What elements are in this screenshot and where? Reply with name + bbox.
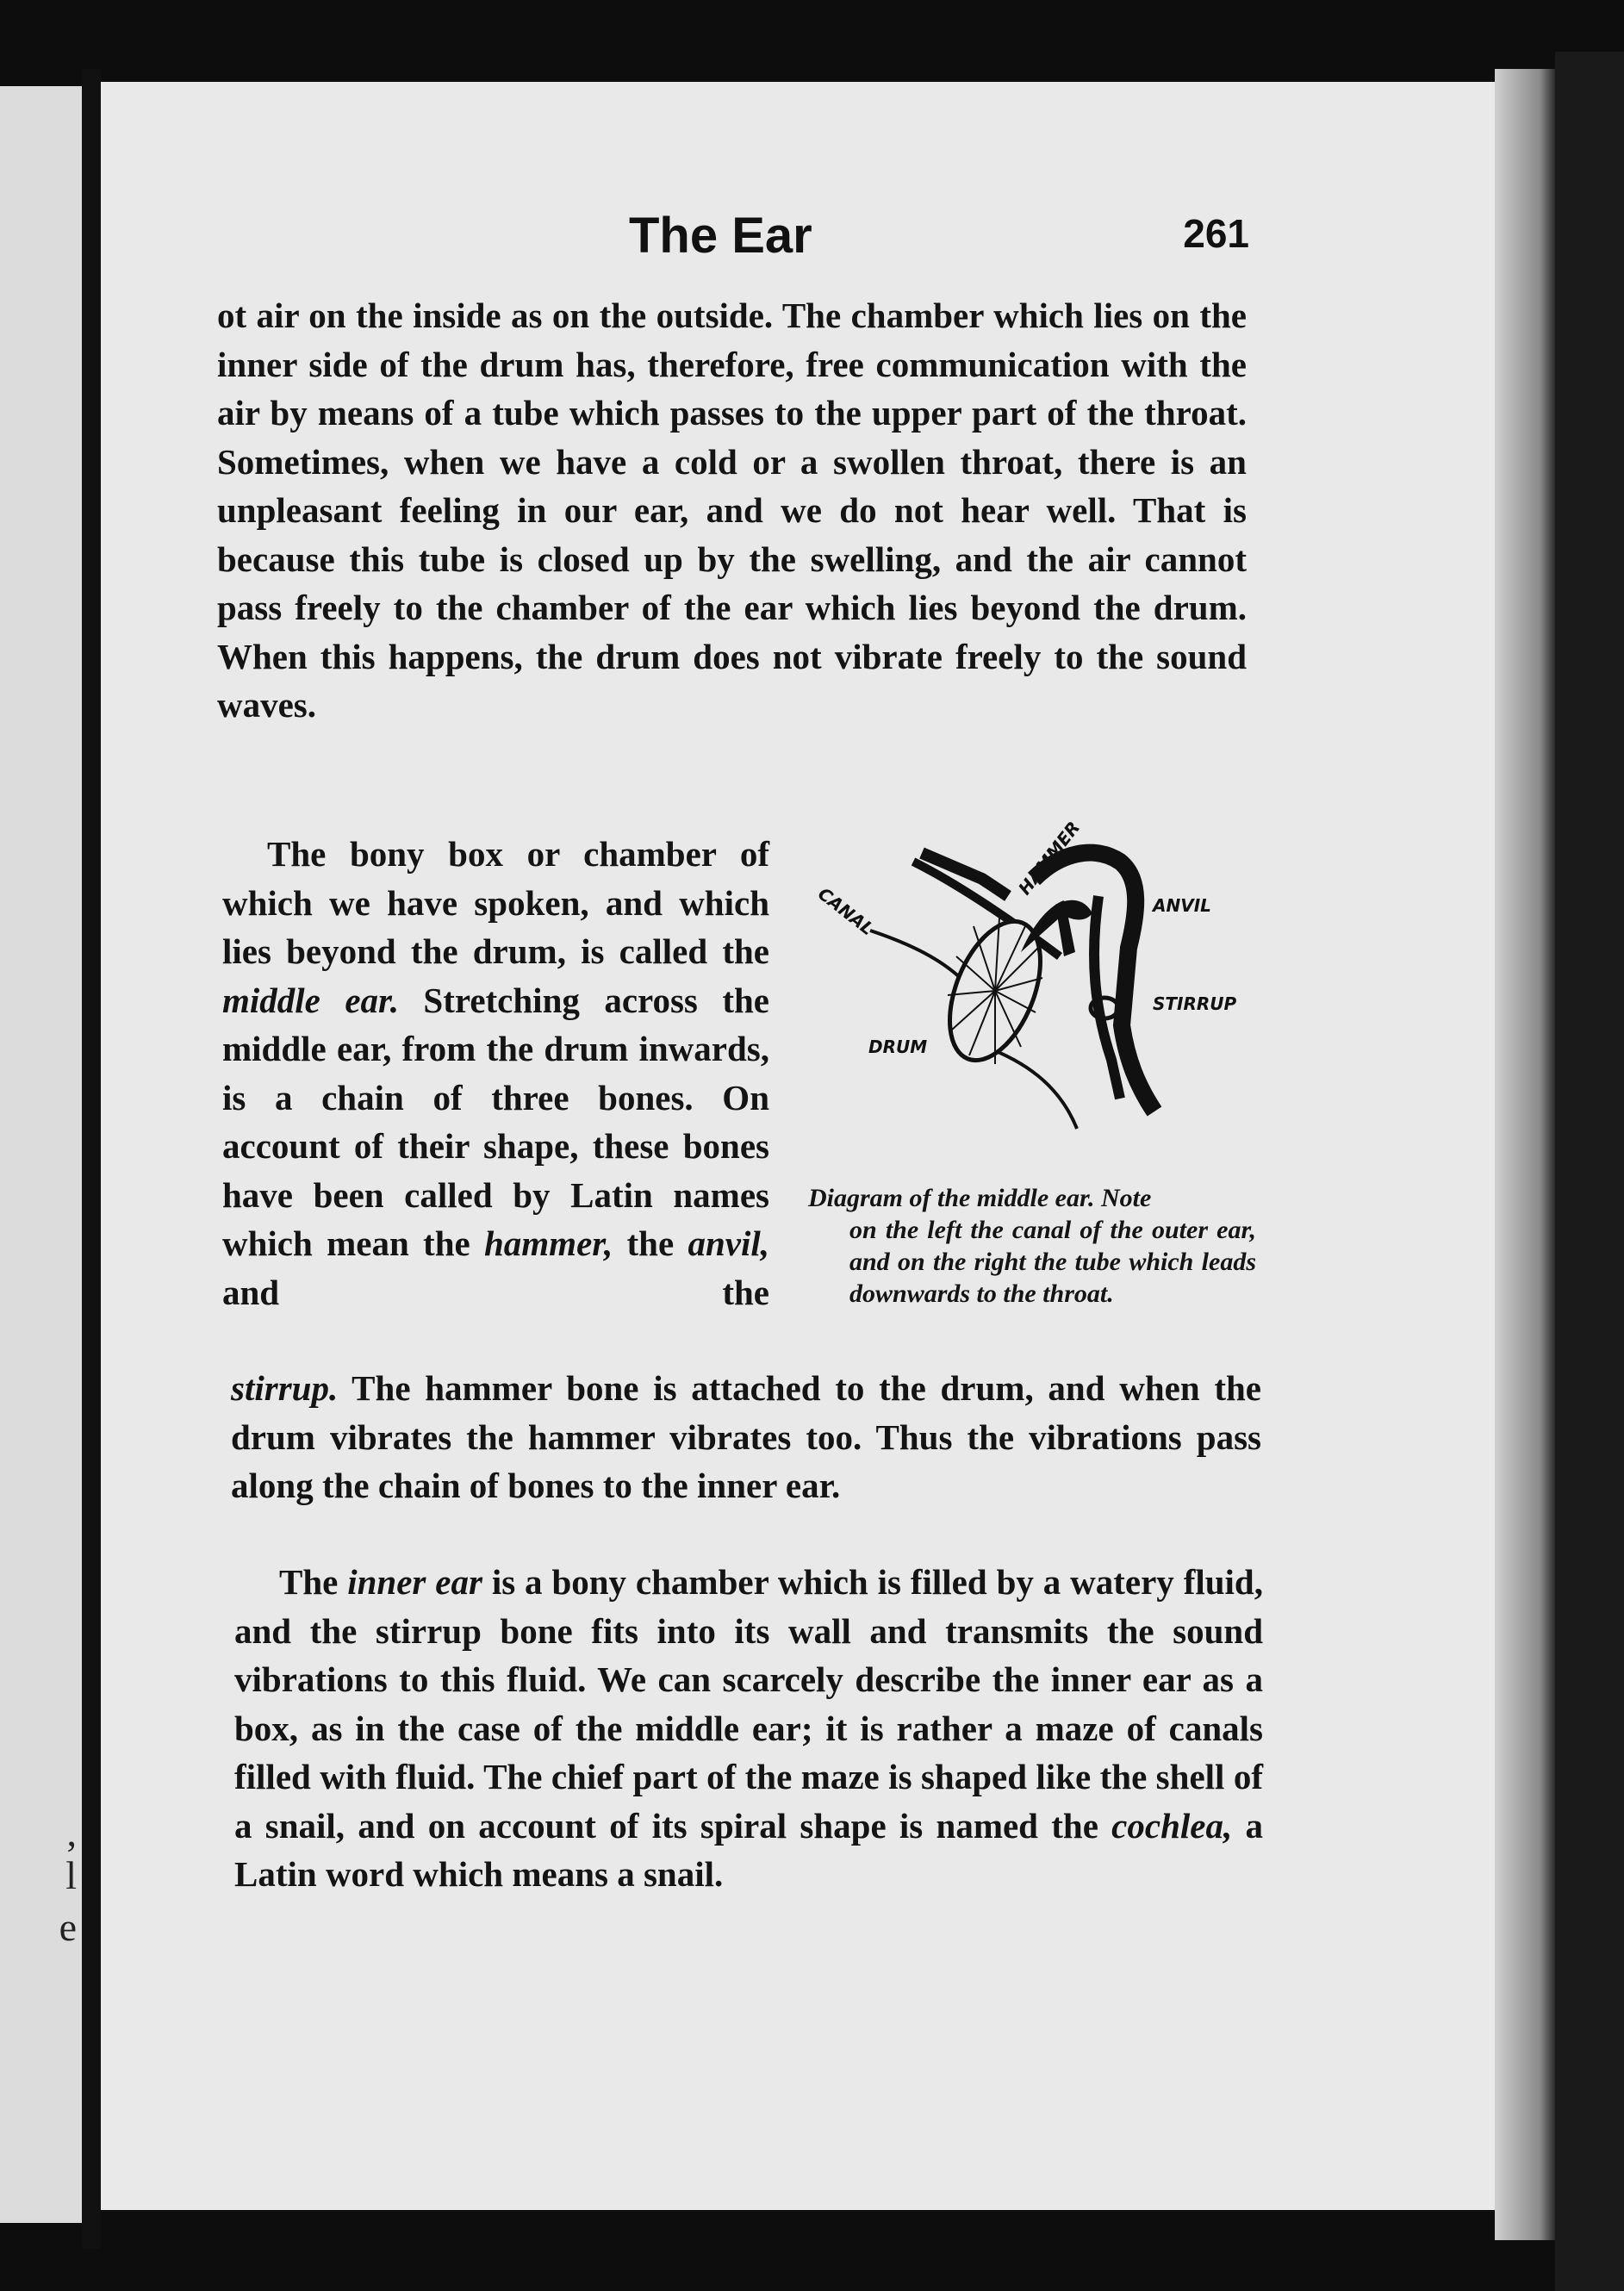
text-run: Stretching across the middle ear, from the drum inwards, is a chain of three bones. On account of their shape, these bones have been called by Latin names which mean the	[222, 980, 769, 1263]
facing-page-mark: e	[59, 1905, 77, 1949]
book-cover-edge	[1555, 52, 1624, 2291]
paragraph-inner-ear	[234, 1558, 1263, 1899]
label-anvil: ANVIL	[1153, 895, 1211, 916]
caption-line-1: Diagram of the middle ear. Note	[808, 1184, 1152, 1212]
caption-continuation: on the left the canal of the outer ear, and on the right the tube which leads downwards to the throat.	[849, 1216, 1256, 1308]
facing-page-mark: ,	[66, 1810, 77, 1854]
figure-caption	[808, 1182, 1256, 1310]
term-anvil: anvil,	[688, 1223, 770, 1263]
text-run: the	[613, 1223, 688, 1263]
label-drum: DRUM	[868, 1037, 928, 1057]
page-stack-edge	[1495, 69, 1555, 2240]
term-inner-ear: inner ear	[347, 1562, 482, 1602]
term-cochlea: cochlea,	[1111, 1805, 1233, 1846]
paragraph-chain-of-bones	[231, 1364, 1261, 1510]
facing-page-text-fragments	[0, 0, 82, 2291]
label-hammer: HAMMER	[1014, 817, 1085, 900]
label-stirrup: STIRRUP	[1153, 993, 1237, 1014]
term-hammer: hammer,	[483, 1223, 613, 1263]
page-header	[215, 207, 1249, 276]
paragraph-text: ot air on the inside as on the outside. The chamber which lies on the inner side of the drum has, therefore, free communication with the air by means of a tube which passes to the upper part of the throat. Sometimes, when we have a cold or a swollen throat, there is an unpleasant feeling in our ear, and we do not hear well. That is because this tube is closed up by the swelling, and the air cannot pass freely to the chamber of the ear which lies beyond the drum. When this happens, the drum does not vibrate freely to the sound waves.	[217, 296, 1247, 725]
text-run: The	[279, 1562, 348, 1602]
text-run: a Latin word which means a snail.	[234, 1805, 1263, 1894]
text-run: is a bony chamber which is filled by a watery fluid, and the stirrup bone fits into its wall and transmits the sound vibrations to this fluid. We can scarcely describe the inner ear as a box, as in the case of the middle ear; it is rather a maze of canals filled with fluid. The chief part of the maze is shaped like the shell of a snail, and on account of its spiral shape is named the	[234, 1562, 1263, 1846]
facing-page-mark: l	[65, 1853, 77, 1897]
page-number: 261	[1183, 211, 1249, 256]
running-title: The Ear	[629, 208, 812, 264]
paragraph-outer-ear-continued	[217, 291, 1247, 730]
text-run: The bony box or chamber of which we have spoken, and which lies beyond the drum, is called the	[222, 834, 769, 971]
text-run: The hammer bone is attached to the drum, and when the drum vibrates the hammer vibrates too. Thus the vibrations pass along the chain of bones to the inner ear.	[231, 1368, 1261, 1505]
paragraph-middle-ear	[222, 830, 769, 1317]
text-run: and the	[222, 1272, 769, 1312]
term-middle-ear: middle ear.	[222, 980, 399, 1020]
middle-ear-diagram	[801, 801, 1266, 1180]
book-gutter	[82, 69, 101, 2249]
label-canal: CANAL	[813, 883, 878, 940]
middle-ear-illustration	[801, 801, 1266, 1180]
term-stirrup: stirrup.	[231, 1368, 339, 1408]
